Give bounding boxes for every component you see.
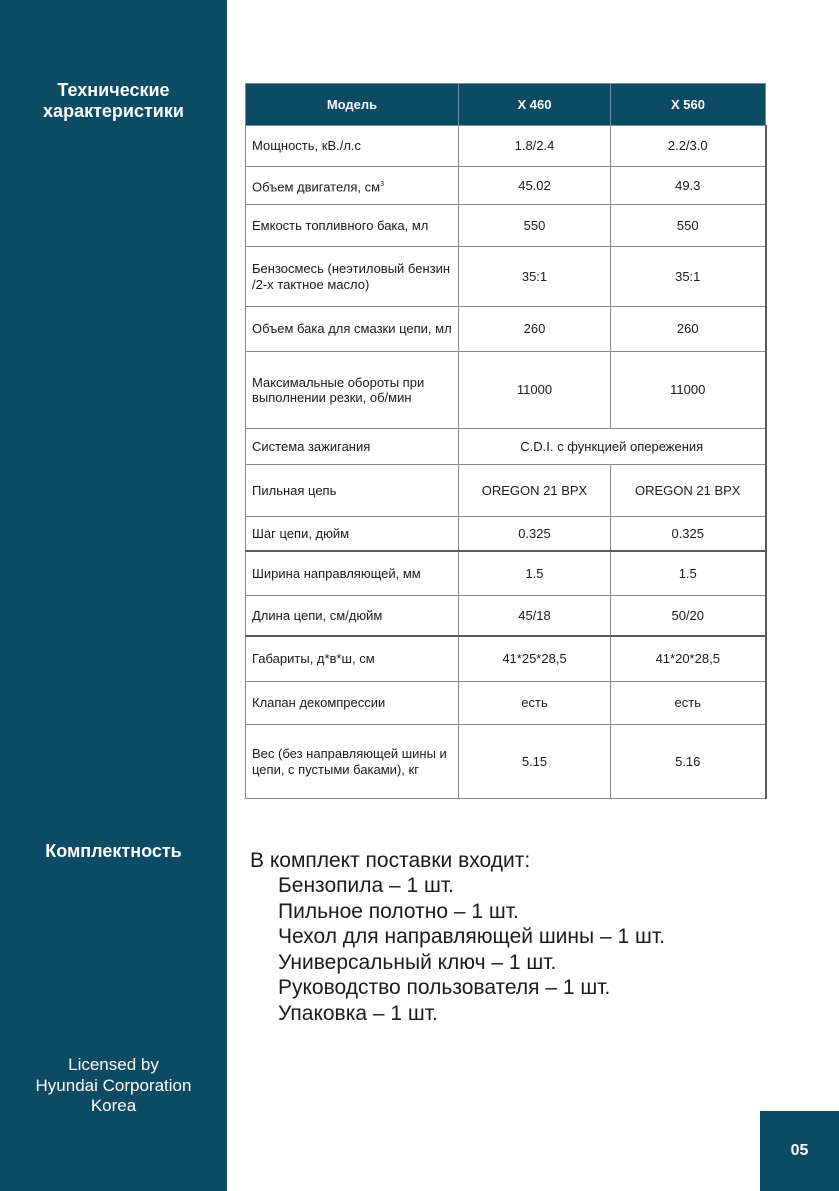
table-row [246,551,766,596]
row-x560-value: 550 [611,205,766,247]
row-x560-value: 50/20 [611,596,766,636]
row-x460-value: 0.325 [459,517,611,551]
page-number: 05 [790,1142,809,1159]
row-param: Бензосмесь (неэтиловый бензин /2-х тактное масло) [246,247,459,307]
table-row [246,167,766,205]
row-x560-value: 5.16 [611,725,766,799]
license-note [0,1055,227,1117]
row-x460-value: 1.5 [459,551,611,596]
table-row [246,636,766,682]
table-header-row [246,84,766,126]
table-row [246,465,766,517]
row-param-text: Объем двигателя, см [252,178,381,194]
header-x460: X 460 [459,84,611,126]
kit-heading-text: Комплектность [45,841,182,861]
table-row [246,126,766,167]
table-row [246,596,766,636]
table-row [246,307,766,352]
row-param: Шаг цепи, дюйм [246,517,459,551]
list-item: Универсальный ключ – 1 шт. [278,950,557,974]
license-line2: Hyundai Corporation [35,1075,192,1095]
license-line1: Licensed by [68,1055,159,1074]
kit-intro-text: В комплект поставки входит: [250,849,531,872]
row-param: Длина цепи, см/дюйм [246,596,459,636]
page-number-box [760,1111,839,1191]
row-merged-value: C.D.I. с функцией опережения [459,429,766,465]
list-item: Чехол для направляющей шины – 1 шт. [278,925,665,948]
table-row [246,682,766,725]
row-param: Ширина направляющей, мм [246,551,459,596]
table-row [246,247,766,307]
license-line3: Korea [90,1096,137,1115]
row-x560-value: 11000 [611,352,766,429]
table-row [246,429,766,465]
row-x460-value: 41*25*28,5 [459,636,611,682]
list-item: Бензопила – 1 шт. [278,874,454,897]
row-x560-value: 260 [611,307,766,352]
row-param: Объем бака для смазки цепи, мл [246,307,459,352]
row-x560-value: 2.2/3.0 [611,126,766,167]
row-param: Габариты, д*в*ш, см [246,636,459,682]
kit-section-heading [0,841,227,862]
row-x560-value: 49.3 [611,167,766,205]
row-param: Вес (без направляющей шины и цепи, с пустыми баками), кг [246,725,459,799]
specs-heading-line1: Технические [57,80,170,100]
row-param [246,167,459,205]
row-x460-value: 35:1 [459,247,611,307]
kit-items-list [278,873,665,1026]
row-x460-value: 45/18 [459,596,611,636]
row-param: Мощность, кВ./л.с [246,126,459,167]
sidebar [0,0,227,1191]
row-x560-value: 0.325 [611,517,766,551]
row-x460-value: OREGON 21 BPX [459,465,611,517]
specs-section-heading [0,80,227,122]
list-item: Пильное полотно – 1 шт. [278,899,519,923]
table-row [246,205,766,247]
row-x560-value: 1.5 [611,551,766,596]
table-row [246,517,766,551]
row-param: Клапан декомпрессии [246,682,459,725]
row-x460-value: есть [459,682,611,725]
header-x560: X 560 [611,84,766,126]
row-x560-value: 41*20*28,5 [611,636,766,682]
row-param: Система зажигания [246,429,459,465]
row-x460-value: 11000 [459,352,611,429]
list-item: Упаковка – 1 шт. [278,1001,438,1025]
row-x460-value: 5.15 [459,725,611,799]
row-x560-value: OREGON 21 BPX [611,465,766,517]
row-x560-value: есть [611,682,766,725]
row-x560-value: 35:1 [611,247,766,307]
row-x460-value: 45.02 [459,167,611,205]
specs-heading-line2: характеристики [43,101,184,121]
row-param: Емкость топливного бака, мл [246,205,459,247]
specs-table [245,83,767,799]
header-model: Модель [246,84,459,126]
row-x460-value: 550 [459,205,611,247]
row-x460-value: 1.8/2.4 [459,126,611,167]
table-row [246,352,766,429]
row-param: Максимальные обороты при выполнении резки, об/мин [246,352,459,429]
row-param-superscript: 3 [380,180,384,188]
list-item: Руководство пользователя – 1 шт. [278,976,611,999]
row-x460-value: 260 [459,307,611,352]
row-param: Пильная цепь [246,465,459,517]
table-row [246,725,766,799]
